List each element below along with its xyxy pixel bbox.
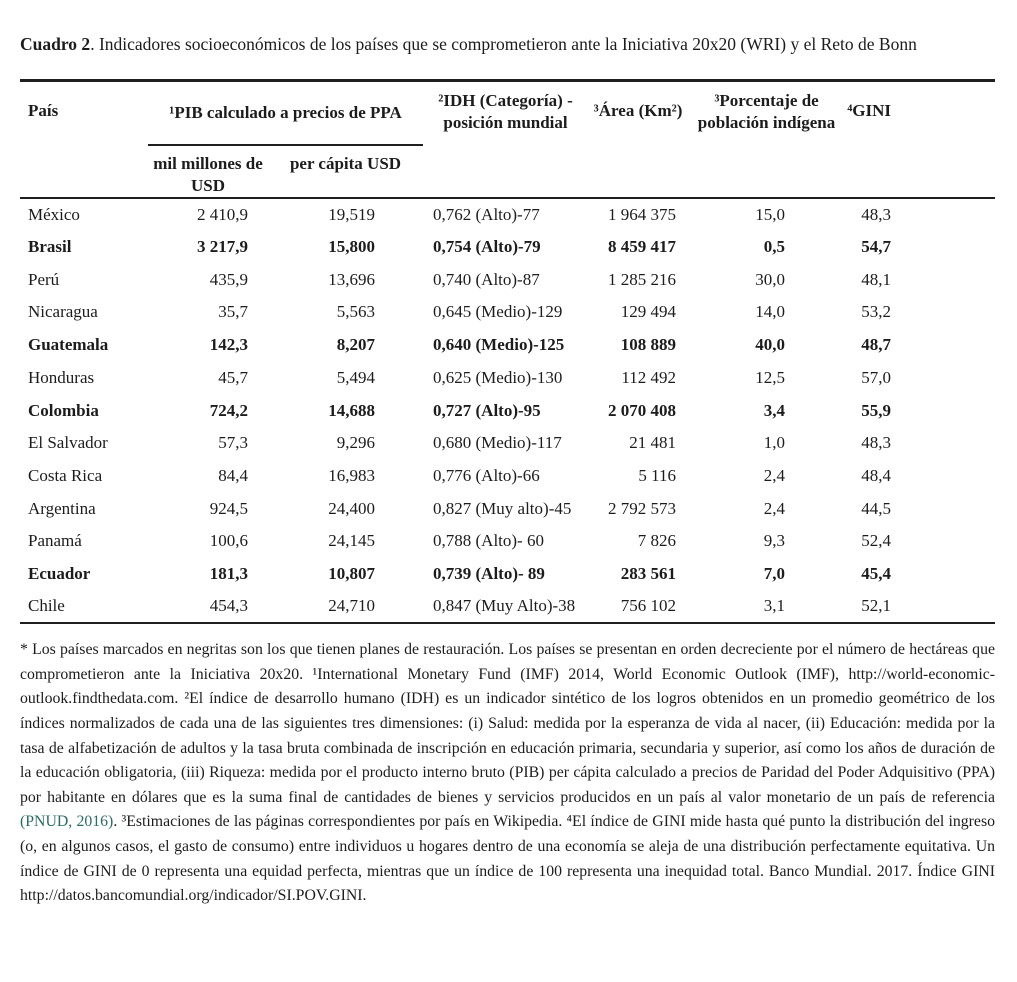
- cell-pib_mm: 35,7: [218, 302, 248, 322]
- table-header: [20, 81, 995, 198]
- cell-gini: 48,4: [861, 465, 892, 485]
- cell-gini: 44,5: [861, 498, 892, 518]
- table-row: [20, 460, 995, 493]
- cell-pib_pc: 24,400: [328, 498, 376, 518]
- footnote-text-after-citation: . ³Estimaciones de las páginas correspondientes por país en Wikipedia. ⁴El índice de GINI mide hasta qué punto la distribución del ingreso (o, en algunos casos, el gasto de consumo) entre individuos u hogares dentro de una economía se aleja de una distribución perfectamente equitativa. Un índice de GINI de 0 representa una equidad perfecta, mientras que un índice de 100 representa una inequidad total. Banco Mundial. 2017. Índice GINI http://datos.bancomundial.org/indicador/SI.POV.GINI.: [20, 813, 995, 905]
- cell-pib_pc: 5,494: [336, 367, 376, 387]
- cell-country: Costa Rica: [28, 465, 103, 485]
- table-caption-text: . Indicadores socioeconómicos de los países que se comprometieron ante la Iniciativa 20x20 (WRI) y el Reto de Bonn: [90, 34, 917, 54]
- header-pib-mil-millones: mil millones de USD: [148, 145, 268, 198]
- cell-pib_pc: 8,207: [336, 335, 376, 355]
- cell-pib_mm: 724,2: [209, 400, 248, 420]
- table-row: [20, 590, 995, 623]
- header-poblacion-indigena: ³Porcentaje de población indígena: [688, 81, 845, 198]
- cell-pib_mm: 84,4: [218, 465, 248, 485]
- footnote-text-before-citation: * Los países marcados en negritas son los que tienen planes de restauración. Los países se presentan en orden decreciente por el número de hectáreas que comprometieron ante la Iniciativa 20x20. ¹International Monetary Fund (IMF) 2014, World Economic Outlook (IMF), http://world-economic-outlook.findthedata.com. ²El índice de desarrollo humano (IDH) es un indicador sintético de los logros obtenidos en un promedio geométrico de los índices normalizados de cada una de las siguientes tres dimensiones: (i) Salud: medida por la esperanza de vida al nacer, (ii) Educación: medida por la tasa de alfabetización de adultos y la tasa bruta combinada de inscripción en educación primaria, secundaria y superior, así como los años de duración de la educación obligatoria, (iii) Riqueza: medida por el producto interno bruto (PIB) per cápita calculado a precios de Paridad del Poder Adquisitivo (PPA) por habitante en dólares que es la suma final de cantidades de bienes y servicios producidos en un país al valor monetario de un país de referencia: [20, 640, 995, 806]
- header-gini: ⁴GINI: [845, 81, 995, 198]
- cell-pib_pc: 5,563: [336, 302, 376, 322]
- header-area: ³Área (Km²): [588, 81, 688, 198]
- cell-idh: 0,727 (Alto)-95: [433, 400, 541, 420]
- cell-country: Brasil: [28, 237, 72, 257]
- cell-idh: 0,645 (Medio)-129: [433, 302, 563, 322]
- cell-indigena: 9,3: [763, 531, 786, 551]
- cell-country: El Salvador: [28, 433, 108, 453]
- table-row: [20, 558, 995, 591]
- cell-idh: 0,739 (Alto)- 89: [433, 563, 545, 583]
- cell-idh: 0,827 (Muy alto)-45: [433, 498, 572, 518]
- cell-area: 1 964 375: [608, 204, 677, 224]
- cell-idh: 0,776 (Alto)-66: [433, 465, 540, 485]
- cell-area: 112 492: [621, 367, 677, 387]
- cell-indigena: 2,4: [763, 465, 786, 485]
- cell-pib_mm: 57,3: [218, 433, 248, 453]
- table-caption: [20, 30, 985, 58]
- cell-country: Ecuador: [28, 563, 91, 583]
- cell-gini: 52,1: [845, 590, 995, 623]
- table-row: [20, 394, 995, 427]
- cell-gini: 48,3: [861, 433, 892, 453]
- cell-pib_mm: 181,3: [209, 563, 248, 583]
- cell-country: Colombia: [28, 400, 99, 420]
- header-pib-group: ¹PIB calculado a precios de PPA: [148, 81, 423, 145]
- cell-pib_mm: 3 217,9: [197, 237, 248, 257]
- cell-idh: 0,680 (Medio)-117: [433, 433, 562, 453]
- cell-area: 5 116: [638, 465, 677, 485]
- cell-area: 129 494: [620, 302, 677, 322]
- cell-pib_pc: 19,519: [328, 204, 376, 224]
- cell-gini: 54,7: [861, 237, 892, 257]
- cell-idh: 0,788 (Alto)- 60: [433, 531, 544, 551]
- table-row: [20, 361, 995, 394]
- cell-pib_pc: 16,983: [328, 465, 376, 485]
- indicators-table: [20, 79, 995, 624]
- cell-pib_pc: 24,710: [268, 590, 423, 623]
- cell-indigena: 12,5: [755, 367, 786, 387]
- cell-country: México: [28, 204, 80, 224]
- cell-idh: 0,754 (Alto)-79: [433, 237, 541, 257]
- cell-area: 1 285 216: [608, 269, 677, 289]
- header-pib-per-capita: per cápita USD: [268, 145, 423, 198]
- table-row: [20, 198, 995, 231]
- cell-indigena: 40,0: [755, 335, 786, 355]
- table-row: [20, 263, 995, 296]
- cell-idh: 0,847 (Muy Alto)-38: [423, 590, 588, 623]
- cell-pib_mm: 100,6: [209, 531, 248, 551]
- cell-indigena: 3,4: [763, 400, 786, 420]
- cell-country: Panamá: [28, 531, 82, 551]
- cell-pib_mm: 2 410,9: [197, 204, 248, 224]
- pnud-citation-link[interactable]: (PNUD, 2016): [20, 813, 114, 831]
- cell-country: Nicaragua: [28, 302, 98, 322]
- cell-gini: 48,1: [861, 269, 892, 289]
- cell-area: 283 561: [620, 563, 677, 583]
- cell-pib_pc: 13,696: [328, 269, 376, 289]
- cell-pib_pc: 9,296: [336, 433, 376, 453]
- cell-indigena: 2,4: [763, 498, 786, 518]
- footnote: [20, 638, 995, 909]
- table-row: [20, 231, 995, 264]
- cell-area: 2 792 573: [608, 498, 677, 518]
- cell-country: Chile: [20, 590, 148, 623]
- table-row: [20, 525, 995, 558]
- table-row: [20, 329, 995, 362]
- table-row: [20, 427, 995, 460]
- cell-gini: 48,3: [861, 204, 892, 224]
- cell-area: 108 889: [620, 335, 677, 355]
- cell-gini: 52,4: [861, 531, 892, 551]
- cell-country: Honduras: [28, 367, 95, 387]
- cell-area: 21 481: [629, 433, 677, 453]
- cell-indigena: 14,0: [755, 302, 786, 322]
- cell-indigena: 30,0: [755, 269, 786, 289]
- table-row: [20, 492, 995, 525]
- cell-gini: 55,9: [861, 400, 892, 420]
- cell-indigena: 3,1: [688, 590, 845, 623]
- cell-pib_pc: 14,688: [328, 400, 376, 420]
- cell-country: Perú: [28, 269, 60, 289]
- cell-country: Guatemala: [28, 335, 109, 355]
- header-idh: ²IDH (Categoría) - posición mundial: [423, 81, 588, 198]
- cell-gini: 48,7: [861, 335, 892, 355]
- table-caption-number: Cuadro 2: [20, 34, 91, 54]
- cell-pib_mm: 435,9: [209, 269, 248, 289]
- header-pais: País: [20, 81, 148, 198]
- cell-indigena: 0,5: [763, 237, 786, 257]
- cell-country: Argentina: [28, 498, 96, 518]
- cell-idh: 0,740 (Alto)-87: [433, 269, 540, 289]
- cell-area: 2 070 408: [608, 400, 677, 420]
- cell-indigena: 15,0: [755, 204, 786, 224]
- cell-area: 8 459 417: [608, 237, 677, 257]
- cell-idh: 0,762 (Alto)-77: [433, 204, 540, 224]
- cell-gini: 53,2: [861, 302, 892, 322]
- cell-indigena: 7,0: [763, 563, 786, 583]
- cell-gini: 57,0: [861, 367, 892, 387]
- cell-area: 756 102: [588, 590, 688, 623]
- cell-gini: 45,4: [861, 563, 892, 583]
- cell-pib_pc: 24,145: [328, 531, 376, 551]
- table-body: [20, 198, 995, 623]
- cell-pib_mm: 45,7: [218, 367, 248, 387]
- cell-indigena: 1,0: [763, 433, 786, 453]
- cell-pib_pc: 10,807: [328, 563, 376, 583]
- cell-pib_mm: 924,5: [209, 498, 248, 518]
- cell-pib_pc: 15,800: [328, 237, 376, 257]
- cell-idh: 0,625 (Medio)-130: [433, 367, 563, 387]
- cell-pib_mm: 454,3: [148, 590, 268, 623]
- table-row: [20, 296, 995, 329]
- cell-idh: 0,640 (Medio)-125: [433, 335, 565, 355]
- cell-area: 7 826: [637, 531, 677, 551]
- cell-pib_mm: 142,3: [209, 335, 248, 355]
